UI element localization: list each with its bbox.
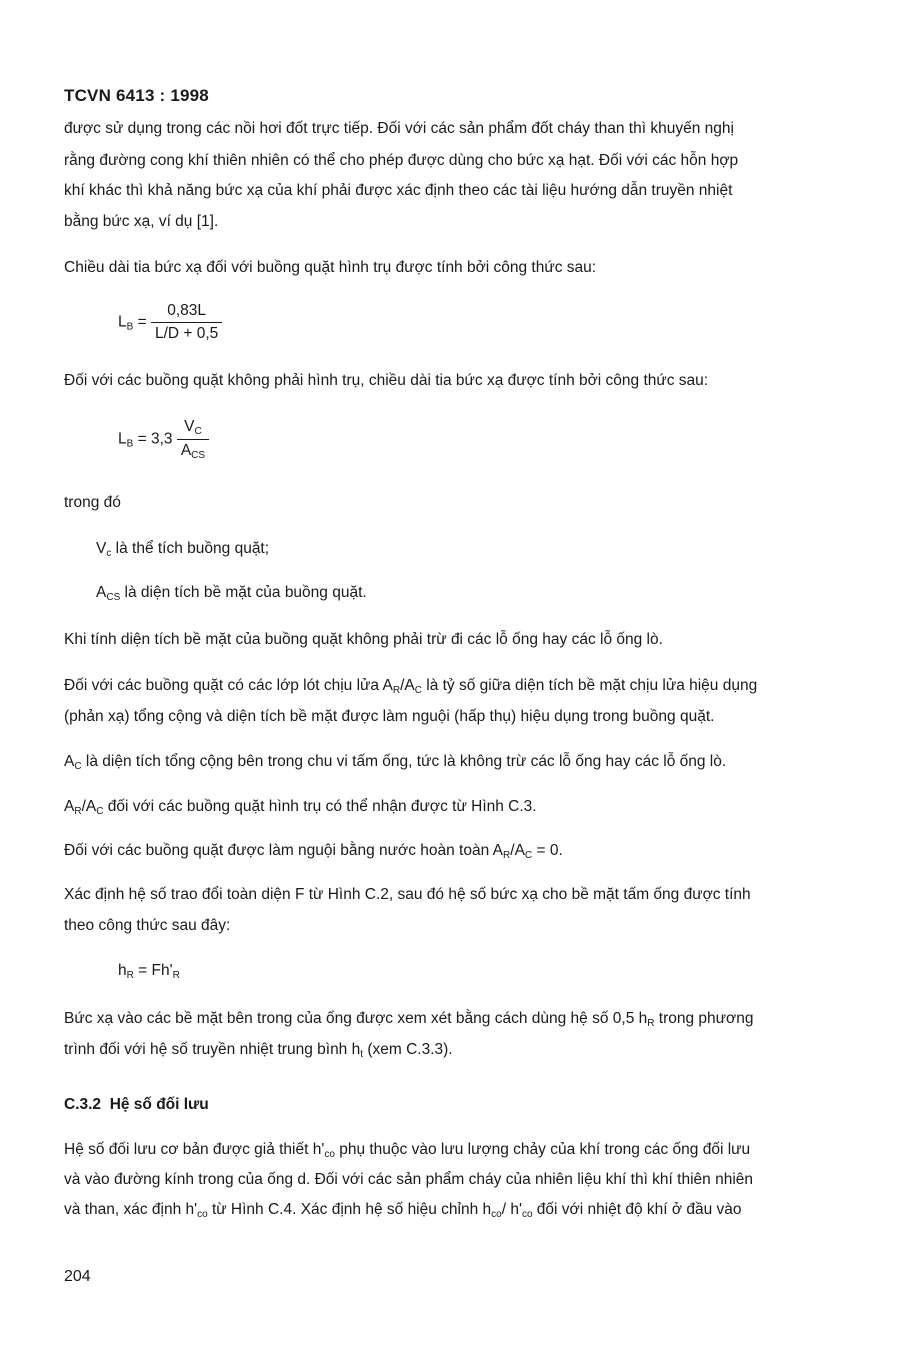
eq-coefficient: = 3,3: [133, 430, 173, 448]
text-line: trong đó: [64, 494, 121, 511]
text-line: Chiều dài tia bức xạ đối với buồng quặt hình trụ được tính bởi công thức sau:: [64, 259, 597, 276]
text-line: và than, xác định $h'_{co}$ từ Hình C.4. Xác định hệ số hiệu chỉnh $h_{co}/$ $h'_{co}$ đối với nhiệt độ khí ở đầu vào: [64, 1201, 742, 1220]
text-line: bằng bức xạ, ví dụ [1].: [64, 213, 219, 230]
text-line: trình đối với hệ số truyền nhiệt trung bình $h_t$ (xem C.3.3).: [64, 1041, 453, 1060]
page-header: TCVN 6413 : 1998: [64, 86, 209, 105]
section-number: C.3.2: [64, 1096, 102, 1113]
equation-radiation-coefficient: $h_R = Fh'_R$: [118, 962, 180, 981]
text-line: và vào đường kính trong của ống d. Đối với các sản phẩm cháy của nhiên liệu khí thì khí thiên nhiên: [64, 1171, 754, 1188]
eq-symbol: L: [118, 430, 127, 448]
text-line: $A_R/A_C$ đối với các buồng quặt hình trụ có thể nhận được từ Hình C.3.: [64, 798, 537, 817]
eq-symbol: L: [118, 313, 127, 331]
text-line: rằng đường cong khí thiên nhiên có thể cho phép được dùng cho bức xạ hạt. Đối với các hỗn hợp: [64, 152, 739, 169]
text-line: Hệ số đối lưu cơ bản được giả thiết $h'_{co}$ phụ thuộc vào lưu lượng chảy của khí trong các ống đối lưu: [64, 1141, 751, 1160]
equation-beam-length-noncylindrical: [118, 418, 209, 461]
section-heading: [64, 1096, 834, 1114]
fraction-denominator: L/D + 0,5: [154, 325, 219, 342]
page-number: 204: [64, 1268, 91, 1285]
text-line: Đối với các buồng quặt được làm nguội bằng nước hoàn toàn $A_R/A_C = 0$.: [64, 842, 563, 861]
text-line: Đối với các buồng quặt có các lớp lót chịu lửa $A_R/A_C$ là tỷ số giữa diện tích bề mặt chịu lửa hiệu dụng: [64, 677, 758, 696]
text-line: Khi tính diện tích bề mặt của buồng quặt không phải trừ đi các lỗ ống hay các lỗ ống lò.: [64, 631, 663, 648]
eq-sign: =: [133, 313, 147, 331]
text-line: $A_C$ là diện tích tổng cộng bên trong chu vi tấm ống, tức là không trừ các lỗ ống hay các lỗ ống lò.: [64, 753, 727, 772]
text-line: Xác định hệ số trao đổi toàn diện F từ Hình C.2, sau đó hệ số bức xạ cho bề mặt tấm ống được tính: [64, 886, 751, 903]
text-line: Bức xạ vào các bề mặt bên trong của ống được xem xét bằng cách dùng hệ số 0,5 $h_R$ trong phương: [64, 1010, 754, 1029]
text-line: (phản xạ) tổng cộng và diện tích bề mặt được làm nguội (hấp thụ) hiệu dụng trong buồng quặt.: [64, 708, 715, 725]
fraction: [177, 418, 209, 461]
text-line: theo công thức sau đây:: [64, 917, 231, 934]
fraction-denominator: $A_{CS}$: [180, 442, 206, 461]
eq-subscript: B: [126, 438, 134, 450]
definition-line: $A_{CS}$ là diện tích bề mặt của buồng quặt.: [96, 584, 367, 603]
equation-beam-length-cylindrical: [118, 302, 222, 343]
eq-subscript: B: [126, 321, 134, 333]
fraction-numerator: $V_C$: [177, 418, 209, 440]
text-line: khí khác thì khả năng bức xạ của khí phải được xác định theo các tài liệu hướng dẫn truyền nhiệt: [64, 182, 733, 199]
text-line: được sử dụng trong các nồi hơi đốt trực tiếp. Đối với các sản phẩm đốt cháy than thì khuyến nghị: [64, 120, 734, 137]
section-title: Hệ số đối lưu: [109, 1096, 209, 1113]
fraction: [151, 302, 222, 343]
text-line: Đối với các buồng quặt không phải hình trụ, chiều dài tia bức xạ được tính bởi công thức sau:: [64, 372, 709, 389]
fraction-numerator: 0,83L: [151, 302, 222, 323]
definition-line: $V_c$ là thể tích buồng quặt;: [96, 540, 270, 559]
